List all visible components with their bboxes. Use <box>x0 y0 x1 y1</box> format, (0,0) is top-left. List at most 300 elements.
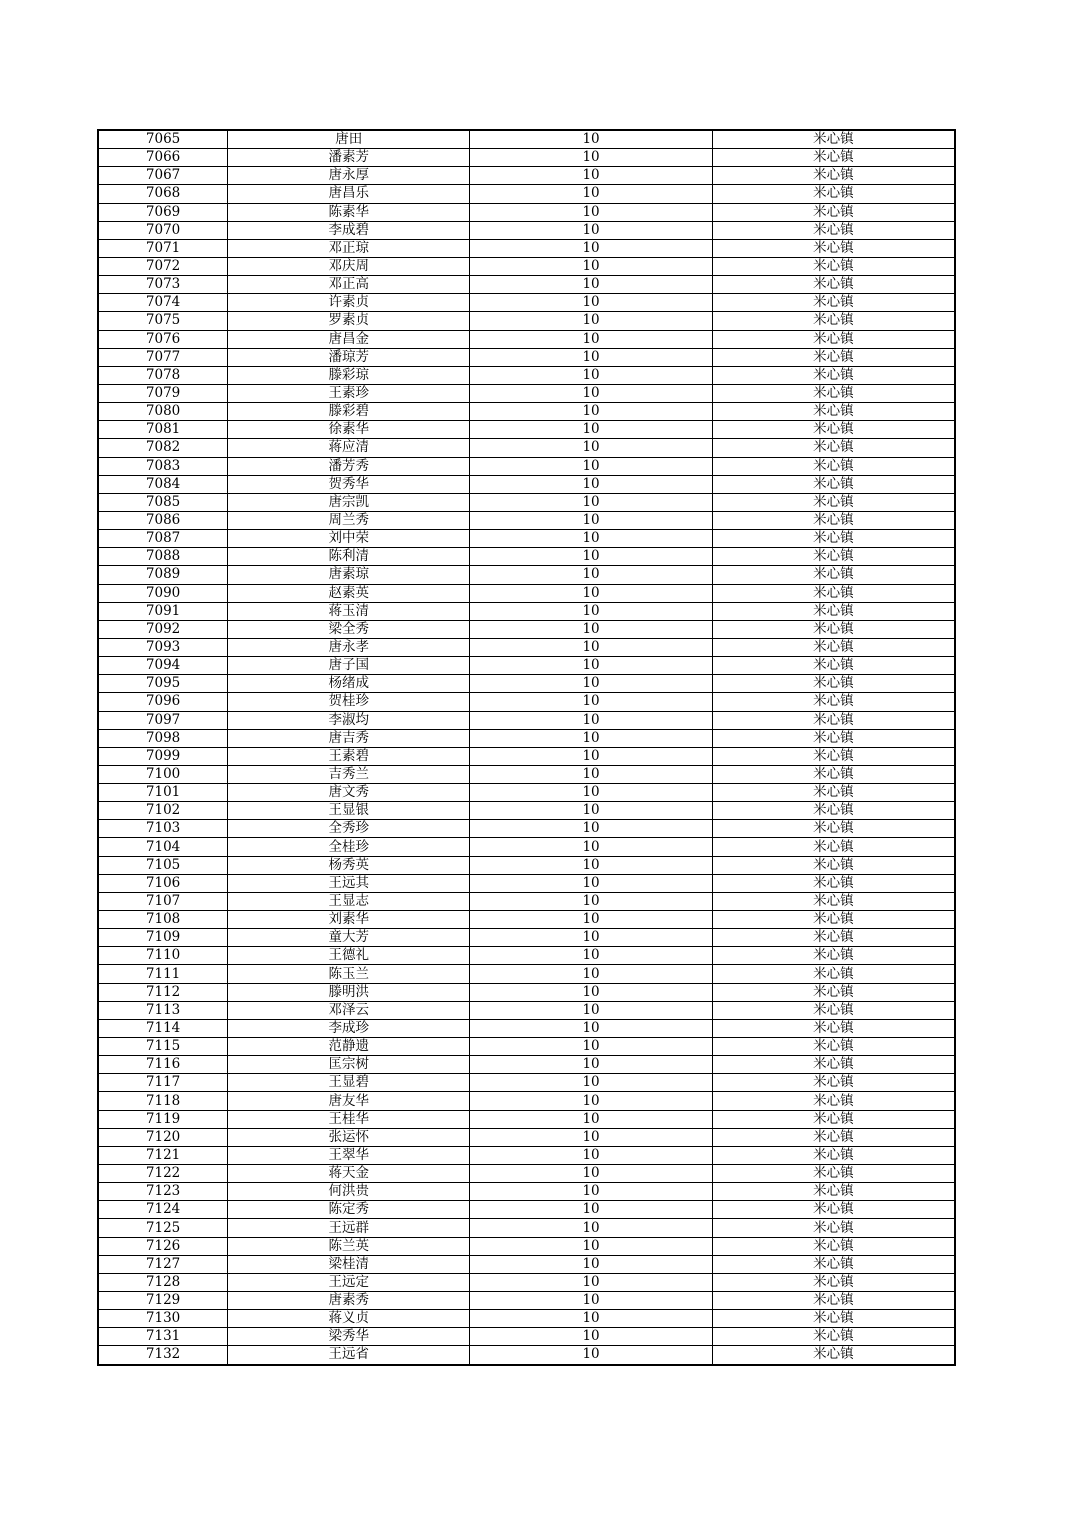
town-cell: 米心镇 <box>712 1292 955 1310</box>
name-cell: 何洪贵 <box>228 1183 470 1201</box>
amount-cell: 10 <box>470 1074 712 1092</box>
name-cell: 邓正琼 <box>228 239 470 257</box>
row-number-cell: 7072 <box>98 257 228 275</box>
table-row <box>98 366 955 384</box>
amount-cell: 10 <box>470 439 712 457</box>
amount-cell: 10 <box>470 511 712 529</box>
name-cell: 吉秀兰 <box>228 765 470 783</box>
amount-cell: 10 <box>470 203 712 221</box>
amount-cell: 10 <box>470 657 712 675</box>
amount-cell: 10 <box>470 838 712 856</box>
town-cell: 米心镇 <box>712 765 955 783</box>
table-row <box>98 548 955 566</box>
name-cell: 王显银 <box>228 802 470 820</box>
row-number-cell: 7124 <box>98 1201 228 1219</box>
amount-cell: 10 <box>470 384 712 402</box>
row-number-cell: 7101 <box>98 784 228 802</box>
name-cell: 罗素贞 <box>228 312 470 330</box>
row-number-cell: 7119 <box>98 1110 228 1128</box>
amount-cell: 10 <box>470 1201 712 1219</box>
table-row <box>98 693 955 711</box>
row-number-cell: 7106 <box>98 874 228 892</box>
table-row <box>98 530 955 548</box>
amount-cell: 10 <box>470 276 712 294</box>
name-cell: 唐素琼 <box>228 566 470 584</box>
table-row <box>98 439 955 457</box>
row-number-cell: 7076 <box>98 330 228 348</box>
amount-cell: 10 <box>470 566 712 584</box>
name-cell: 全桂珍 <box>228 838 470 856</box>
name-cell: 匡宗树 <box>228 1056 470 1074</box>
table-row <box>98 1237 955 1255</box>
amount-cell: 10 <box>470 1346 712 1365</box>
table-row <box>98 330 955 348</box>
amount-cell: 10 <box>470 1310 712 1328</box>
table-row <box>98 711 955 729</box>
table-row <box>98 475 955 493</box>
row-number-cell: 7132 <box>98 1346 228 1365</box>
row-number-cell: 7116 <box>98 1056 228 1074</box>
row-number-cell: 7094 <box>98 657 228 675</box>
row-number-cell: 7110 <box>98 947 228 965</box>
table-row <box>98 257 955 275</box>
amount-cell: 10 <box>470 1219 712 1237</box>
amount-cell: 10 <box>470 584 712 602</box>
table-row <box>98 675 955 693</box>
amount-cell: 10 <box>470 294 712 312</box>
amount-cell: 10 <box>470 802 712 820</box>
town-cell: 米心镇 <box>712 1128 955 1146</box>
name-cell: 许素贞 <box>228 294 470 312</box>
amount-cell: 10 <box>470 711 712 729</box>
table-row <box>98 820 955 838</box>
name-cell: 李淑均 <box>228 711 470 729</box>
name-cell: 徐素华 <box>228 421 470 439</box>
row-number-cell: 7080 <box>98 403 228 421</box>
amount-cell: 10 <box>470 892 712 910</box>
amount-cell: 10 <box>470 929 712 947</box>
table-row <box>98 929 955 947</box>
town-cell: 米心镇 <box>712 1056 955 1074</box>
row-number-cell: 7123 <box>98 1183 228 1201</box>
table-row <box>98 1165 955 1183</box>
name-cell: 陈兰英 <box>228 1237 470 1255</box>
name-cell: 梁秀华 <box>228 1328 470 1346</box>
town-cell: 米心镇 <box>712 747 955 765</box>
town-cell: 米心镇 <box>712 983 955 1001</box>
table-row <box>98 566 955 584</box>
town-cell: 米心镇 <box>712 729 955 747</box>
row-number-cell: 7104 <box>98 838 228 856</box>
row-number-cell: 7090 <box>98 584 228 602</box>
table-row <box>98 1328 955 1346</box>
table-row <box>98 1273 955 1291</box>
amount-cell: 10 <box>470 820 712 838</box>
town-cell: 米心镇 <box>712 1346 955 1365</box>
town-cell: 米心镇 <box>712 566 955 584</box>
table-row <box>98 1255 955 1273</box>
amount-cell: 10 <box>470 765 712 783</box>
town-cell: 米心镇 <box>712 856 955 874</box>
amount-cell: 10 <box>470 947 712 965</box>
amount-cell: 10 <box>470 1237 712 1255</box>
row-number-cell: 7097 <box>98 711 228 729</box>
name-cell: 刘中荣 <box>228 530 470 548</box>
row-number-cell: 7091 <box>98 602 228 620</box>
row-number-cell: 7087 <box>98 530 228 548</box>
row-number-cell: 7122 <box>98 1165 228 1183</box>
row-number-cell: 7069 <box>98 203 228 221</box>
name-cell: 王素碧 <box>228 747 470 765</box>
amount-cell: 10 <box>470 1328 712 1346</box>
amount-cell: 10 <box>470 693 712 711</box>
table-row <box>98 348 955 366</box>
town-cell: 米心镇 <box>712 838 955 856</box>
row-number-cell: 7120 <box>98 1128 228 1146</box>
table-row <box>98 965 955 983</box>
town-cell: 米心镇 <box>712 1255 955 1273</box>
name-cell: 王德礼 <box>228 947 470 965</box>
amount-cell: 10 <box>470 348 712 366</box>
name-cell: 唐子国 <box>228 657 470 675</box>
town-cell: 米心镇 <box>712 620 955 638</box>
row-number-cell: 7095 <box>98 675 228 693</box>
table-row <box>98 203 955 221</box>
town-cell: 米心镇 <box>712 130 955 149</box>
name-cell: 童大芳 <box>228 929 470 947</box>
row-number-cell: 7103 <box>98 820 228 838</box>
row-number-cell: 7129 <box>98 1292 228 1310</box>
table-row <box>98 1056 955 1074</box>
name-cell: 贺桂珍 <box>228 693 470 711</box>
name-cell: 梁全秀 <box>228 620 470 638</box>
row-number-cell: 7075 <box>98 312 228 330</box>
table-row <box>98 403 955 421</box>
name-cell: 赵素英 <box>228 584 470 602</box>
table-row <box>98 892 955 910</box>
row-number-cell: 7077 <box>98 348 228 366</box>
table-row <box>98 1110 955 1128</box>
amount-cell: 10 <box>470 620 712 638</box>
amount-cell: 10 <box>470 1001 712 1019</box>
name-cell: 滕彩琼 <box>228 366 470 384</box>
amount-cell: 10 <box>470 965 712 983</box>
town-cell: 米心镇 <box>712 638 955 656</box>
town-cell: 米心镇 <box>712 1038 955 1056</box>
name-cell: 唐田 <box>228 130 470 149</box>
amount-cell: 10 <box>470 602 712 620</box>
amount-cell: 10 <box>470 983 712 1001</box>
name-cell: 唐昌乐 <box>228 185 470 203</box>
town-cell: 米心镇 <box>712 1310 955 1328</box>
town-cell: 米心镇 <box>712 892 955 910</box>
town-cell: 米心镇 <box>712 312 955 330</box>
name-cell: 王翠华 <box>228 1146 470 1164</box>
row-number-cell: 7079 <box>98 384 228 402</box>
town-cell: 米心镇 <box>712 802 955 820</box>
table-row <box>98 1310 955 1328</box>
town-cell: 米心镇 <box>712 457 955 475</box>
town-cell: 米心镇 <box>712 911 955 929</box>
table-row <box>98 511 955 529</box>
table-row <box>98 312 955 330</box>
table-row <box>98 947 955 965</box>
name-cell: 李成碧 <box>228 221 470 239</box>
table-row <box>98 1001 955 1019</box>
roster-table <box>97 129 956 1366</box>
name-cell: 全秀珍 <box>228 820 470 838</box>
table-row <box>98 1146 955 1164</box>
name-cell: 张运怀 <box>228 1128 470 1146</box>
town-cell: 米心镇 <box>712 1110 955 1128</box>
table-row <box>98 493 955 511</box>
town-cell: 米心镇 <box>712 348 955 366</box>
amount-cell: 10 <box>470 1292 712 1310</box>
table-row <box>98 1038 955 1056</box>
amount-cell: 10 <box>470 257 712 275</box>
amount-cell: 10 <box>470 221 712 239</box>
roster-table-body <box>98 130 955 1365</box>
name-cell: 刘素华 <box>228 911 470 929</box>
row-number-cell: 7105 <box>98 856 228 874</box>
name-cell: 梁桂清 <box>228 1255 470 1273</box>
table-row <box>98 384 955 402</box>
amount-cell: 10 <box>470 1019 712 1037</box>
town-cell: 米心镇 <box>712 511 955 529</box>
row-number-cell: 7118 <box>98 1092 228 1110</box>
amount-cell: 10 <box>470 1165 712 1183</box>
town-cell: 米心镇 <box>712 1219 955 1237</box>
town-cell: 米心镇 <box>712 294 955 312</box>
town-cell: 米心镇 <box>712 693 955 711</box>
table-row <box>98 983 955 1001</box>
table-row <box>98 856 955 874</box>
name-cell: 陈玉兰 <box>228 965 470 983</box>
town-cell: 米心镇 <box>712 149 955 167</box>
amount-cell: 10 <box>470 330 712 348</box>
town-cell: 米心镇 <box>712 221 955 239</box>
town-cell: 米心镇 <box>712 366 955 384</box>
row-number-cell: 7067 <box>98 167 228 185</box>
town-cell: 米心镇 <box>712 1001 955 1019</box>
town-cell: 米心镇 <box>712 530 955 548</box>
name-cell: 王显碧 <box>228 1074 470 1092</box>
table-row <box>98 1219 955 1237</box>
amount-cell: 10 <box>470 784 712 802</box>
row-number-cell: 7126 <box>98 1237 228 1255</box>
amount-cell: 10 <box>470 874 712 892</box>
name-cell: 李成珍 <box>228 1019 470 1037</box>
amount-cell: 10 <box>470 1110 712 1128</box>
amount-cell: 10 <box>470 366 712 384</box>
amount-cell: 10 <box>470 1183 712 1201</box>
town-cell: 米心镇 <box>712 421 955 439</box>
row-number-cell: 7121 <box>98 1146 228 1164</box>
name-cell: 唐文秀 <box>228 784 470 802</box>
name-cell: 王远群 <box>228 1219 470 1237</box>
amount-cell: 10 <box>470 548 712 566</box>
table-row <box>98 838 955 856</box>
row-number-cell: 7084 <box>98 475 228 493</box>
table-row <box>98 1019 955 1037</box>
table-row <box>98 638 955 656</box>
name-cell: 王桂华 <box>228 1110 470 1128</box>
name-cell: 蒋玉清 <box>228 602 470 620</box>
town-cell: 米心镇 <box>712 330 955 348</box>
row-number-cell: 7066 <box>98 149 228 167</box>
table-row <box>98 1092 955 1110</box>
town-cell: 米心镇 <box>712 203 955 221</box>
name-cell: 蒋天金 <box>228 1165 470 1183</box>
name-cell: 潘素芳 <box>228 149 470 167</box>
town-cell: 米心镇 <box>712 167 955 185</box>
amount-cell: 10 <box>470 457 712 475</box>
row-number-cell: 7112 <box>98 983 228 1001</box>
town-cell: 米心镇 <box>712 493 955 511</box>
row-number-cell: 7078 <box>98 366 228 384</box>
amount-cell: 10 <box>470 675 712 693</box>
amount-cell: 10 <box>470 239 712 257</box>
row-number-cell: 7111 <box>98 965 228 983</box>
table-row <box>98 784 955 802</box>
row-number-cell: 7114 <box>98 1019 228 1037</box>
row-number-cell: 7113 <box>98 1001 228 1019</box>
table-row <box>98 130 955 149</box>
row-number-cell: 7099 <box>98 747 228 765</box>
name-cell: 潘琼芳 <box>228 348 470 366</box>
name-cell: 唐永厚 <box>228 167 470 185</box>
town-cell: 米心镇 <box>712 276 955 294</box>
amount-cell: 10 <box>470 493 712 511</box>
row-number-cell: 7089 <box>98 566 228 584</box>
amount-cell: 10 <box>470 185 712 203</box>
table-row <box>98 1128 955 1146</box>
table-row <box>98 1074 955 1092</box>
name-cell: 邓泽云 <box>228 1001 470 1019</box>
town-cell: 米心镇 <box>712 1019 955 1037</box>
name-cell: 陈素华 <box>228 203 470 221</box>
name-cell: 邓正高 <box>228 276 470 294</box>
row-number-cell: 7070 <box>98 221 228 239</box>
row-number-cell: 7127 <box>98 1255 228 1273</box>
town-cell: 米心镇 <box>712 784 955 802</box>
row-number-cell: 7088 <box>98 548 228 566</box>
town-cell: 米心镇 <box>712 602 955 620</box>
amount-cell: 10 <box>470 312 712 330</box>
row-number-cell: 7109 <box>98 929 228 947</box>
row-number-cell: 7093 <box>98 638 228 656</box>
amount-cell: 10 <box>470 1255 712 1273</box>
name-cell: 唐永孝 <box>228 638 470 656</box>
name-cell: 滕彩碧 <box>228 403 470 421</box>
row-number-cell: 7115 <box>98 1038 228 1056</box>
row-number-cell: 7107 <box>98 892 228 910</box>
amount-cell: 10 <box>470 1146 712 1164</box>
amount-cell: 10 <box>470 856 712 874</box>
amount-cell: 10 <box>470 638 712 656</box>
amount-cell: 10 <box>470 729 712 747</box>
town-cell: 米心镇 <box>712 820 955 838</box>
table-row <box>98 584 955 602</box>
name-cell: 贺秀华 <box>228 475 470 493</box>
name-cell: 王显志 <box>228 892 470 910</box>
name-cell: 杨秀英 <box>228 856 470 874</box>
name-cell: 陈利清 <box>228 548 470 566</box>
row-number-cell: 7100 <box>98 765 228 783</box>
town-cell: 米心镇 <box>712 584 955 602</box>
name-cell: 蒋应清 <box>228 439 470 457</box>
town-cell: 米心镇 <box>712 965 955 983</box>
row-number-cell: 7081 <box>98 421 228 439</box>
amount-cell: 10 <box>470 747 712 765</box>
row-number-cell: 7117 <box>98 1074 228 1092</box>
name-cell: 王远定 <box>228 1273 470 1291</box>
row-number-cell: 7065 <box>98 130 228 149</box>
table-row <box>98 457 955 475</box>
row-number-cell: 7085 <box>98 493 228 511</box>
amount-cell: 10 <box>470 1092 712 1110</box>
name-cell: 王素珍 <box>228 384 470 402</box>
table-row <box>98 765 955 783</box>
table-row <box>98 874 955 892</box>
town-cell: 米心镇 <box>712 929 955 947</box>
town-cell: 米心镇 <box>712 1328 955 1346</box>
town-cell: 米心镇 <box>712 185 955 203</box>
town-cell: 米心镇 <box>712 548 955 566</box>
name-cell: 陈定秀 <box>228 1201 470 1219</box>
table-row <box>98 602 955 620</box>
table-row <box>98 729 955 747</box>
table-row <box>98 657 955 675</box>
table-row <box>98 276 955 294</box>
table-row <box>98 911 955 929</box>
row-number-cell: 7092 <box>98 620 228 638</box>
town-cell: 米心镇 <box>712 1273 955 1291</box>
town-cell: 米心镇 <box>712 439 955 457</box>
row-number-cell: 7074 <box>98 294 228 312</box>
table-row <box>98 620 955 638</box>
amount-cell: 10 <box>470 149 712 167</box>
name-cell: 周兰秀 <box>228 511 470 529</box>
row-number-cell: 7130 <box>98 1310 228 1328</box>
town-cell: 米心镇 <box>712 1074 955 1092</box>
table-row <box>98 1292 955 1310</box>
amount-cell: 10 <box>470 167 712 185</box>
name-cell: 滕明洪 <box>228 983 470 1001</box>
amount-cell: 10 <box>470 911 712 929</box>
amount-cell: 10 <box>470 1128 712 1146</box>
row-number-cell: 7073 <box>98 276 228 294</box>
name-cell: 王远其 <box>228 874 470 892</box>
name-cell: 唐昌金 <box>228 330 470 348</box>
name-cell: 唐素秀 <box>228 1292 470 1310</box>
name-cell: 唐友华 <box>228 1092 470 1110</box>
row-number-cell: 7082 <box>98 439 228 457</box>
amount-cell: 10 <box>470 421 712 439</box>
amount-cell: 10 <box>470 1273 712 1291</box>
town-cell: 米心镇 <box>712 675 955 693</box>
town-cell: 米心镇 <box>712 947 955 965</box>
town-cell: 米心镇 <box>712 1165 955 1183</box>
row-number-cell: 7086 <box>98 511 228 529</box>
town-cell: 米心镇 <box>712 384 955 402</box>
town-cell: 米心镇 <box>712 475 955 493</box>
town-cell: 米心镇 <box>712 874 955 892</box>
name-cell: 王远省 <box>228 1346 470 1365</box>
name-cell: 邓庆周 <box>228 257 470 275</box>
name-cell: 范静遗 <box>228 1038 470 1056</box>
table-row <box>98 802 955 820</box>
